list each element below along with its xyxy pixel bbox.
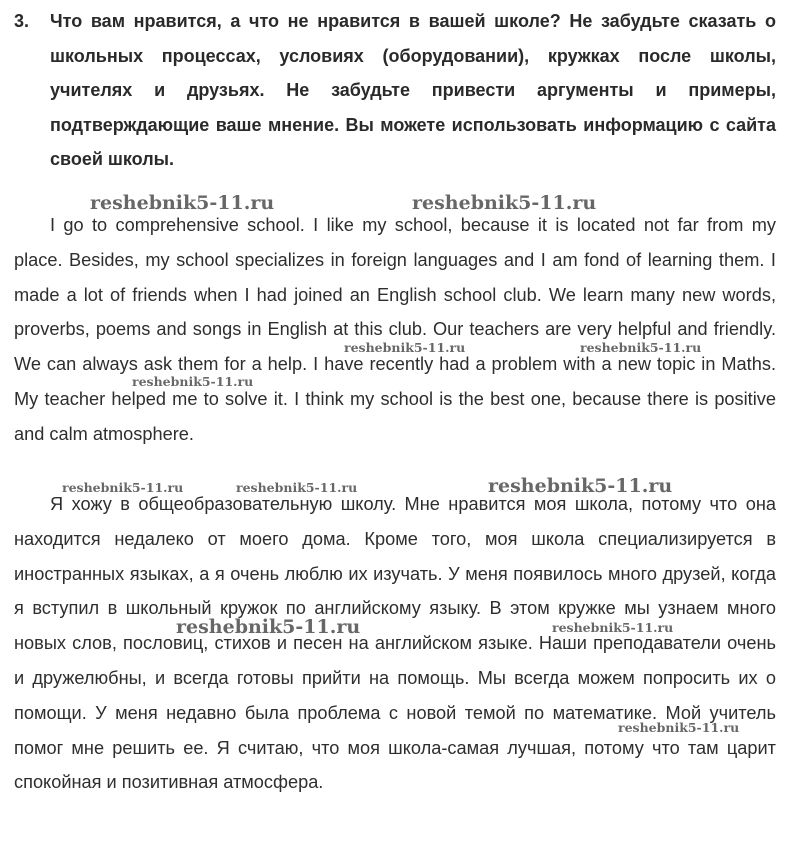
- answer-english-paragraph: I go to comprehensive school. I like my school, because it is located not far from my place. Besides, my school specializes in foreign languages and I am fond of learning them. I made a lot of friends when I had joined an English school club. We learn many new words, proverbs, poems and songs in English at this club. Our teachers are very helpful and friendly. We can always ask them for a help. I have recently had a problem with a new topic in Maths. My teacher helped me to solve it. I think my school is the best one, because there is positive and calm atmosphere.: [14, 215, 776, 444]
- watermark: reshebnik5-11.ru: [90, 192, 275, 214]
- watermark: reshebnik5-11.ru: [580, 340, 702, 355]
- watermark: reshebnik5-11.ru: [132, 374, 254, 389]
- watermark: reshebnik5-11.ru: [488, 475, 673, 497]
- task-block: [14, 4, 776, 177]
- task-prompt: Что вам нравится, а что не нравится в вашей школе? Не забудьте сказать о школьных процессах, условиях (оборудовании), кружках после школы, учителях и друзьях. Не забудьте привести аргументы и примеры, подтверждающие ваше мнение. Вы можете использовать информацию с сайта своей школы.: [50, 11, 776, 170]
- watermark: reshebnik5-11.ru: [344, 340, 466, 355]
- watermark: reshebnik5-11.ru: [552, 620, 674, 635]
- watermark: reshebnik5-11.ru: [412, 192, 597, 214]
- watermark: reshebnik5-11.ru: [236, 480, 358, 495]
- watermark: reshebnik5-11.ru: [618, 720, 740, 735]
- task-number: 3.: [14, 11, 30, 31]
- answer-russian-paragraph: Я хожу в общеобразовательную школу. Мне нравится моя школа, потому что она находится недалеко от моего дома. Кроме того, моя школа специализируется в иностранных языках, а я очень люблю их изучать. У меня появилось много друзей, когда я вступил в школьный кружок по английскому языку. В этом кружке мы узнаем много новых слов, пословиц, стихов и песен на английском языке. Наши преподаватели очень и дружелюбны, и всегда готовы прийти на помощь. Мы всегда можем попросить их о помощи. У меня недавно была проблема с новой темой по математике. Мой учитель помог мне решить ее. Я считаю, что моя школа-самая лучшая, потому что там царит спокойная и позитивная атмосфера.: [14, 494, 776, 793]
- watermark: reshebnik5-11.ru: [62, 480, 184, 495]
- watermark: reshebnik5-11.ru: [176, 616, 361, 638]
